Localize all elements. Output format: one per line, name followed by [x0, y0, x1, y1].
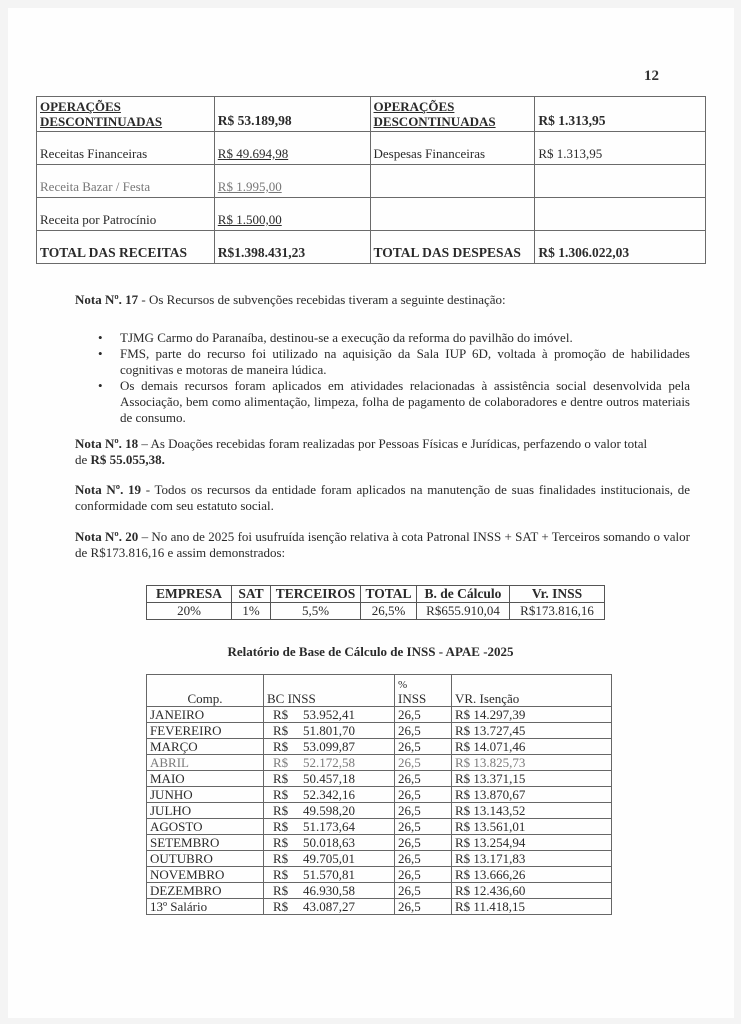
right-label — [370, 165, 535, 198]
total-despesas-value: R$ 1.306.022,03 — [535, 231, 706, 264]
cell-pct: 26,5 — [395, 819, 452, 835]
donation-total: R$ 55.055,38. — [90, 452, 165, 467]
cell-comp: ABRIL — [147, 755, 264, 771]
cell-bc-inss: R$ 52.172,58 — [264, 755, 395, 771]
right-label — [370, 198, 535, 231]
cell-comp: DEZEMBRO — [147, 883, 264, 899]
cell-base-calculo: R$655.910,04 — [417, 603, 510, 620]
table-row — [147, 603, 605, 620]
cell-vr-isencao: R$ 13.870,67 — [452, 787, 612, 803]
cell-bc-inss: R$ 50.018,63 — [264, 835, 395, 851]
table-row — [37, 132, 706, 165]
table-row — [147, 819, 612, 835]
list-item: • FMS, parte do recurso foi utilizado na aquisição da Sala IUP 6D, voltada à promoção de habilidades cognitivas e motoras de maneira lúdica. — [98, 346, 690, 377]
cell-vr-isencao: R$ 14.297,39 — [452, 707, 612, 723]
cell-comp: FEVEREIRO — [147, 723, 264, 739]
cell-sat: 1% — [232, 603, 271, 620]
table-row — [147, 787, 612, 803]
bullet-icon: • — [98, 330, 103, 345]
nota-label: Nota Nº. 20 — [75, 529, 139, 544]
nota-18 — [75, 436, 655, 468]
cell-bc-inss: R$ 50.457,18 — [264, 771, 395, 787]
cell-vr-isencao: R$ 12.436,60 — [452, 883, 612, 899]
left-value: R$ 49.694,98 — [214, 132, 370, 165]
cell-bc-inss: R$ 53.952,41 — [264, 707, 395, 723]
right-value — [535, 198, 706, 231]
total-receitas-value: R$1.398.431,23 — [214, 231, 370, 264]
table-row — [147, 835, 612, 851]
cell-comp: MARÇO — [147, 739, 264, 755]
cell-bc-inss: R$ 43.087,27 — [264, 899, 395, 915]
table-row — [147, 771, 612, 787]
document-page — [8, 8, 734, 1018]
nota-17 — [75, 292, 690, 308]
nota-text: - Todos os recursos da entidade foram aplicados na manutenção de suas finalidades institucionais, de conformidade com seu estatuto social. — [75, 482, 690, 513]
cell-vr-isencao: R$ 13.825,73 — [452, 755, 612, 771]
cell-pct: 26,5 — [395, 739, 452, 755]
page-number: 12 — [644, 68, 659, 84]
cell-bc-inss: R$ 49.705,01 — [264, 851, 395, 867]
header-total: TOTAL — [361, 586, 417, 603]
cell-terceiros: 5,5% — [271, 603, 361, 620]
header-vr-isencao: VR. Isenção — [452, 675, 612, 707]
table-header-row — [147, 586, 605, 603]
bullet-icon: • — [98, 346, 103, 361]
header-pct-inss: % INSS — [395, 675, 452, 707]
cell-pct: 26,5 — [395, 707, 452, 723]
table-row — [147, 723, 612, 739]
cell-vr-isencao: R$ 13.666,26 — [452, 867, 612, 883]
nota-label: Nota Nº. 18 — [75, 436, 139, 451]
left-value: R$ 1.500,00 — [214, 198, 370, 231]
cell-vr-isencao: R$ 13.727,45 — [452, 723, 612, 739]
right-value: R$ 1.313,95 — [535, 97, 706, 132]
cell-comp: SETEMBRO — [147, 835, 264, 851]
cell-vr-isencao: R$ 13.254,94 — [452, 835, 612, 851]
bullet-icon: • — [98, 378, 103, 393]
left-value: R$ 53.189,98 — [214, 97, 370, 132]
operations-table — [36, 96, 706, 264]
table-row — [147, 883, 612, 899]
cell-pct: 26,5 — [395, 867, 452, 883]
cell-vr-isencao: R$ 13.561,01 — [452, 819, 612, 835]
nota-19 — [75, 482, 690, 514]
table-row — [147, 707, 612, 723]
list-item: • Os demais recursos foram aplicados em atividades relacionadas à assistência social desenvolvida pela Associação, bem como alimentação, limpeza, folha de pagamento de colaboradores e dentre outros materiais de consumo. — [98, 378, 690, 425]
nota-label: Nota Nº. 19 — [75, 482, 142, 497]
cell-pct: 26,5 — [395, 787, 452, 803]
cell-pct: 26,5 — [395, 899, 452, 915]
cell-bc-inss: R$ 52.342,16 — [264, 787, 395, 803]
header-vr-inss: Vr. INSS — [510, 586, 605, 603]
nota-label: Nota Nº. 17 — [75, 292, 139, 307]
nota-17-bullets — [96, 330, 690, 426]
table-row — [147, 899, 612, 915]
header-base-calculo: B. de Cálculo — [417, 586, 510, 603]
cell-comp: MAIO — [147, 771, 264, 787]
right-label: OPERAÇÕES DESCONTINUADAS — [370, 97, 535, 132]
list-item: • TJMG Carmo do Paranaíba, destinou-se a execução da reforma do pavilhão do imóvel. — [98, 330, 573, 345]
table-row — [37, 165, 706, 198]
table-row — [147, 803, 612, 819]
table-row — [37, 198, 706, 231]
right-value: R$ 1.313,95 — [535, 132, 706, 165]
left-label: Receita por Patrocínio — [37, 198, 215, 231]
table-row — [147, 739, 612, 755]
total-despesas-label: TOTAL DAS DESPESAS — [370, 231, 535, 264]
left-label: Receitas Financeiras — [37, 132, 215, 165]
cell-comp: AGOSTO — [147, 819, 264, 835]
cell-pct: 26,5 — [395, 723, 452, 739]
cell-bc-inss: R$ 46.930,58 — [264, 883, 395, 899]
report-title: Relatório de Base de Cálculo de INSS - APAE -2025 — [227, 644, 514, 659]
table-row — [147, 867, 612, 883]
cell-vr-isencao: R$ 11.418,15 — [452, 899, 612, 915]
cell-bc-inss: R$ 51.801,70 — [264, 723, 395, 739]
right-value — [535, 165, 706, 198]
cell-comp: 13º Salário — [147, 899, 264, 915]
left-value: R$ 1.995,00 — [214, 165, 370, 198]
header-terceiros: TERCEIROS — [271, 586, 361, 603]
cell-vr-isencao: R$ 13.371,15 — [452, 771, 612, 787]
header-empresa: EMPRESA — [147, 586, 232, 603]
cell-bc-inss: R$ 49.598,20 — [264, 803, 395, 819]
header-comp: Comp. — [147, 675, 264, 707]
cell-vr-isencao: R$ 13.143,52 — [452, 803, 612, 819]
header-sat: SAT — [232, 586, 271, 603]
nota-text: – As Doações recebidas foram realizadas por Pessoas Físicas e Jurídicas, perfazendo o valor total de — [75, 436, 648, 467]
table-row — [37, 97, 706, 132]
cell-comp: NOVEMBRO — [147, 867, 264, 883]
cell-pct: 26,5 — [395, 771, 452, 787]
nota-text: – No ano de 2025 foi usufruída isenção relativa à cota Patronal INSS + SAT + Terceiros somando o valor de R$173.816,16 e assim demonstrados: — [75, 529, 690, 560]
cell-comp: JUNHO — [147, 787, 264, 803]
cell-vr-isencao: R$ 14.071,46 — [452, 739, 612, 755]
cell-pct: 26,5 — [395, 851, 452, 867]
left-label: Receita Bazar / Festa — [37, 165, 215, 198]
nota-text: - Os Recursos de subvenções recebidas tiveram a seguinte destinação: — [138, 292, 506, 307]
cell-pct: 26,5 — [395, 755, 452, 771]
table-row — [37, 231, 706, 264]
cell-pct: 26,5 — [395, 803, 452, 819]
cell-comp: OUTUBRO — [147, 851, 264, 867]
cell-bc-inss: R$ 51.173,64 — [264, 819, 395, 835]
cell-comp: JANEIRO — [147, 707, 264, 723]
header-bc-inss: BC INSS — [264, 675, 395, 707]
table-row — [147, 755, 612, 771]
table-header-row — [147, 675, 612, 707]
table-row — [147, 851, 612, 867]
left-label: OPERAÇÕES DESCONTINUADAS — [37, 97, 215, 132]
cell-empresa: 20% — [147, 603, 232, 620]
cell-pct: 26,5 — [395, 835, 452, 851]
cell-bc-inss: R$ 53.099,87 — [264, 739, 395, 755]
nota-20 — [75, 529, 690, 561]
total-receitas-label: TOTAL DAS RECEITAS — [37, 231, 215, 264]
rates-table — [146, 585, 605, 620]
right-label: Despesas Financeiras — [370, 132, 535, 165]
cell-bc-inss: R$ 51.570,81 — [264, 867, 395, 883]
cell-comp: JULHO — [147, 803, 264, 819]
cell-pct: 26,5 — [395, 883, 452, 899]
cell-total: 26,5% — [361, 603, 417, 620]
monthly-table — [146, 674, 612, 915]
cell-vr-inss: R$173.816,16 — [510, 603, 605, 620]
cell-vr-isencao: R$ 13.171,83 — [452, 851, 612, 867]
